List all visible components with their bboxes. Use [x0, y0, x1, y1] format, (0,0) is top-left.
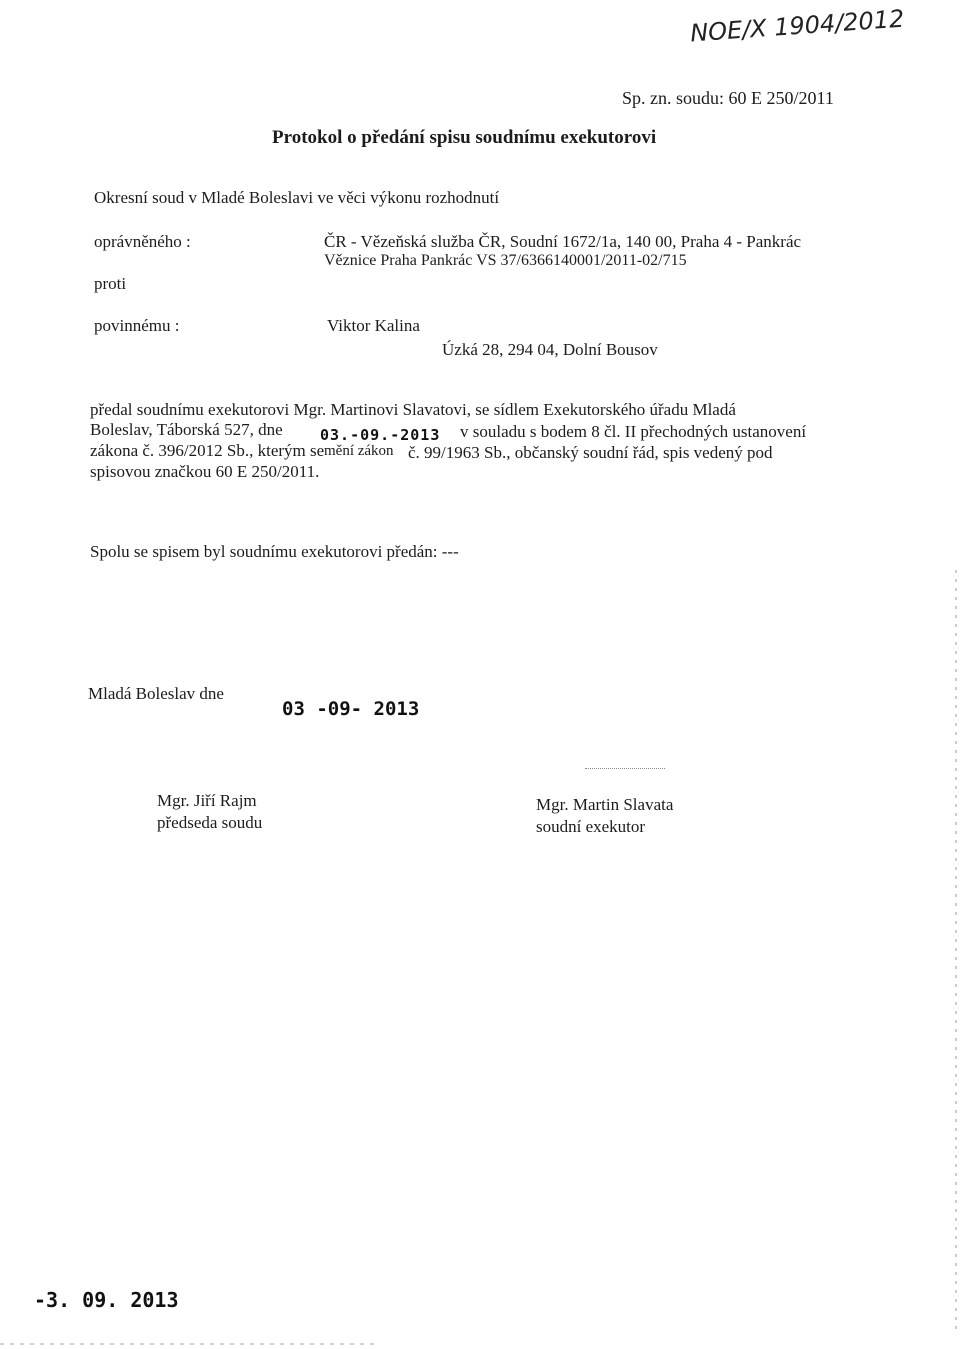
date-stamp: 03 -09- 2013: [282, 698, 420, 720]
signature-right-name: Mgr. Martin Slavata: [536, 795, 674, 814]
body-line-3-mid: mění zákon: [324, 443, 394, 459]
signature-mark: [585, 758, 665, 769]
body-line-1: předal soudnímu exekutorovi Mgr. Martinovi Slavatovi, se sídlem Exekutorského úřadu Mladá: [90, 400, 736, 419]
body-line-2-start: Boleslav, Táborská 527, dne: [90, 420, 283, 439]
creditor-line-1: ČR - Vězeňská služba ČR, Soudní 1672/1a, 140 00, Praha 4 - Pankrác: [324, 232, 802, 251]
body-line-2-end: v souladu s bodem 8 čl. II přechodných ustanovení: [460, 422, 807, 441]
signature-left-name: Mgr. Jiří Rajm: [157, 791, 257, 810]
against-label: proti: [94, 274, 127, 293]
debtor-name: Viktor Kalina: [327, 316, 420, 335]
signature-left-role: předseda soudu: [157, 813, 263, 832]
page-title: Protokol o předání spisu soudnímu exekutorovi: [272, 127, 657, 148]
body-line-3-start: zákona č. 396/2012 Sb., kterým se: [90, 441, 325, 460]
handwritten-note: NOE/X 1904/2012: [689, 4, 906, 48]
receipt-stamp: -3. 09. 2013: [34, 1288, 179, 1312]
handover-text: Spolu se spisem byl soudnímu exekutorovi předán: ---: [90, 542, 459, 561]
signature-right-role: soudní exekutor: [536, 817, 646, 836]
debtor-label: povinnému :: [94, 316, 180, 335]
creditor-label: oprávněného :: [94, 232, 191, 251]
body-line-3-end: č. 99/1963 Sb., občanský soudní řád, spis vedený pod: [408, 443, 773, 462]
place-date-label: Mladá Boleslav dne: [88, 684, 224, 703]
scan-bottom-artifact: [0, 1343, 380, 1345]
scan-edge-artifact: [955, 570, 957, 1330]
case-reference: Sp. zn. soudu: 60 E 250/2011: [622, 88, 834, 108]
body-line-4: spisovou značkou 60 E 250/2011.: [90, 462, 320, 481]
date-stamp-inline: 03.-09.-2013: [320, 426, 441, 444]
debtor-address: Úzká 28, 294 04, Dolní Bousov: [442, 340, 658, 359]
intro-text: Okresní soud v Mladé Boleslavi ve věci výkonu rozhodnutí: [94, 188, 500, 207]
creditor-line-2: Věznice Praha Pankrác VS 37/6366140001/2011-02/715: [324, 252, 687, 269]
